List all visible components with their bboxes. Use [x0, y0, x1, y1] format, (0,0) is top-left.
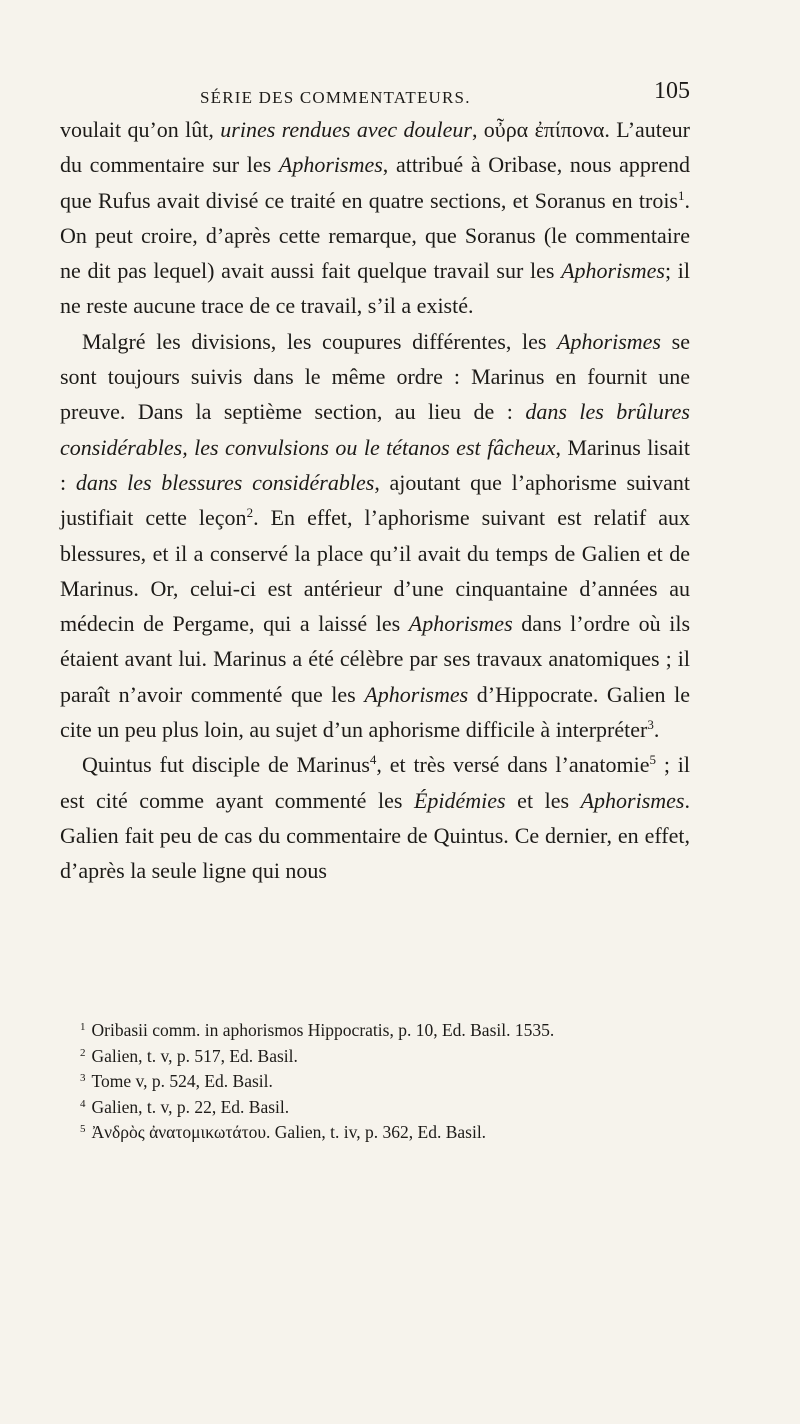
text-run: se sont toujours suivis dans le même ordre : Marinus en fournit une preuve. Dans la septième section, au lieu de : — [60, 328, 690, 425]
running-head: SÉRIE DES COMMENTATEURS. — [200, 88, 471, 107]
footnote-ref: 3 — [647, 717, 654, 733]
italic-run: urines rendues avec douleur — [220, 117, 472, 142]
footnote-4 — [60, 1095, 700, 1121]
footnote-number: 5 — [80, 1123, 86, 1135]
text-run: . Galien fait peu de cas du commentaire de Quintus. Ce dernier, en effet, d’après la seule ligne qui nous — [60, 787, 690, 884]
footnote-text: Ἀνδρὸς ἀνατομικωτάτου. Galien, t. iv, p. 362, Ed. Basil. — [91, 1122, 487, 1142]
italic-run: Épidémies — [413, 787, 506, 813]
text-run: . — [653, 717, 660, 743]
italic-run: Aphorismes — [278, 152, 383, 178]
text-run: dans l’ordre où ils étaient avant lui. Marinus a été célèbre par ses travaux anatomiques ; il paraît n’avoir commenté que les — [60, 611, 691, 707]
footnotes — [60, 1018, 700, 1146]
text-run: . On peut croire, d’après cette remarque, que Soranus (le commentaire ne dit pas lequel) avait aussi fait quelque travail sur les — [60, 187, 690, 284]
italic-run: Aphorismes — [561, 258, 665, 284]
paragraph-3 — [60, 747, 690, 888]
text-run: voulait qu’on lût, — [60, 117, 221, 142]
italic-run: dans les brûlures considérables, les convulsions ou le tétanos est fâcheux — [60, 399, 690, 460]
text-run: ; il est cité comme ayant commenté les — [60, 752, 690, 813]
footnote-ref: 2 — [246, 505, 254, 521]
italic-run: Aphorismes — [364, 681, 469, 707]
page-header — [200, 78, 690, 112]
text-run: , attribué à Oribase, nous apprend que Rufus avait divisé ce traité en quatre sections, et Soranus en trois — [60, 152, 690, 213]
footnote-number: 2 — [80, 1046, 86, 1059]
text-run: . En effet, l’aphorisme suivant est relatif aux blessures, et il a conservé la place qu’il avait du temps de Galien et de Marinus. Or, celui-ci est antérieur d’une cinquantaine d’années au médecin de Pergame, qui a laissé les — [60, 505, 690, 637]
text-run: , et très versé dans l’anatomie — [376, 752, 650, 778]
footnote-text: Galien, t. v, p. 22, Ed. Basil. — [91, 1096, 290, 1117]
body-text — [60, 112, 690, 889]
paragraph-1 — [60, 112, 690, 324]
text-run: Quintus fut disciple de Marinus — [82, 752, 370, 778]
footnote-text: Tome v, p. 524, Ed. Basil. — [91, 1071, 273, 1091]
footnote-3 — [60, 1069, 700, 1095]
footnote-ref: 1 — [678, 187, 685, 203]
footnote-ref: 4 — [369, 752, 377, 768]
footnote-number: 4 — [80, 1097, 86, 1110]
paragraph-2 — [60, 324, 690, 748]
text-run: d’Hippocrate. Galien le cite un peu plus loin, au sujet d’un aphorisme difficile à interpréter — [60, 681, 690, 743]
footnote-5 — [60, 1120, 700, 1146]
footnote-number: 3 — [80, 1072, 86, 1084]
text-run: ; il ne reste aucune trace de ce travail, s’il a existé. — [60, 258, 690, 319]
text-run: , ajoutant que l’aphorisme suivant justifiait cette leçon — [60, 469, 690, 531]
page-number: 105 — [654, 78, 690, 104]
footnote-2 — [60, 1044, 700, 1070]
italic-run: dans les blessures considérables — [75, 469, 375, 495]
italic-run: Aphorismes — [408, 611, 513, 637]
italic-run: Aphorismes — [557, 328, 661, 354]
italic-run: Aphorismes — [580, 787, 685, 813]
text-run: Malgré les divisions, les coupures différentes, les — [82, 328, 558, 354]
footnote-ref: 5 — [649, 752, 656, 768]
footnote-text: Oribasii comm. in aphorismos Hippocratis, p. 10, Ed. Basil. 1535. — [91, 1020, 555, 1040]
footnote-1 — [60, 1018, 700, 1044]
text-run: , οὖρα ἐπίπονα. L’auteur du commentaire sur les — [60, 117, 690, 178]
text-run: , Marinus lisait : — [60, 434, 690, 495]
text-run: et les — [505, 787, 581, 813]
footnote-number: 1 — [80, 1021, 86, 1033]
footnote-text: Galien, t. v, p. 517, Ed. Basil. — [91, 1045, 298, 1066]
